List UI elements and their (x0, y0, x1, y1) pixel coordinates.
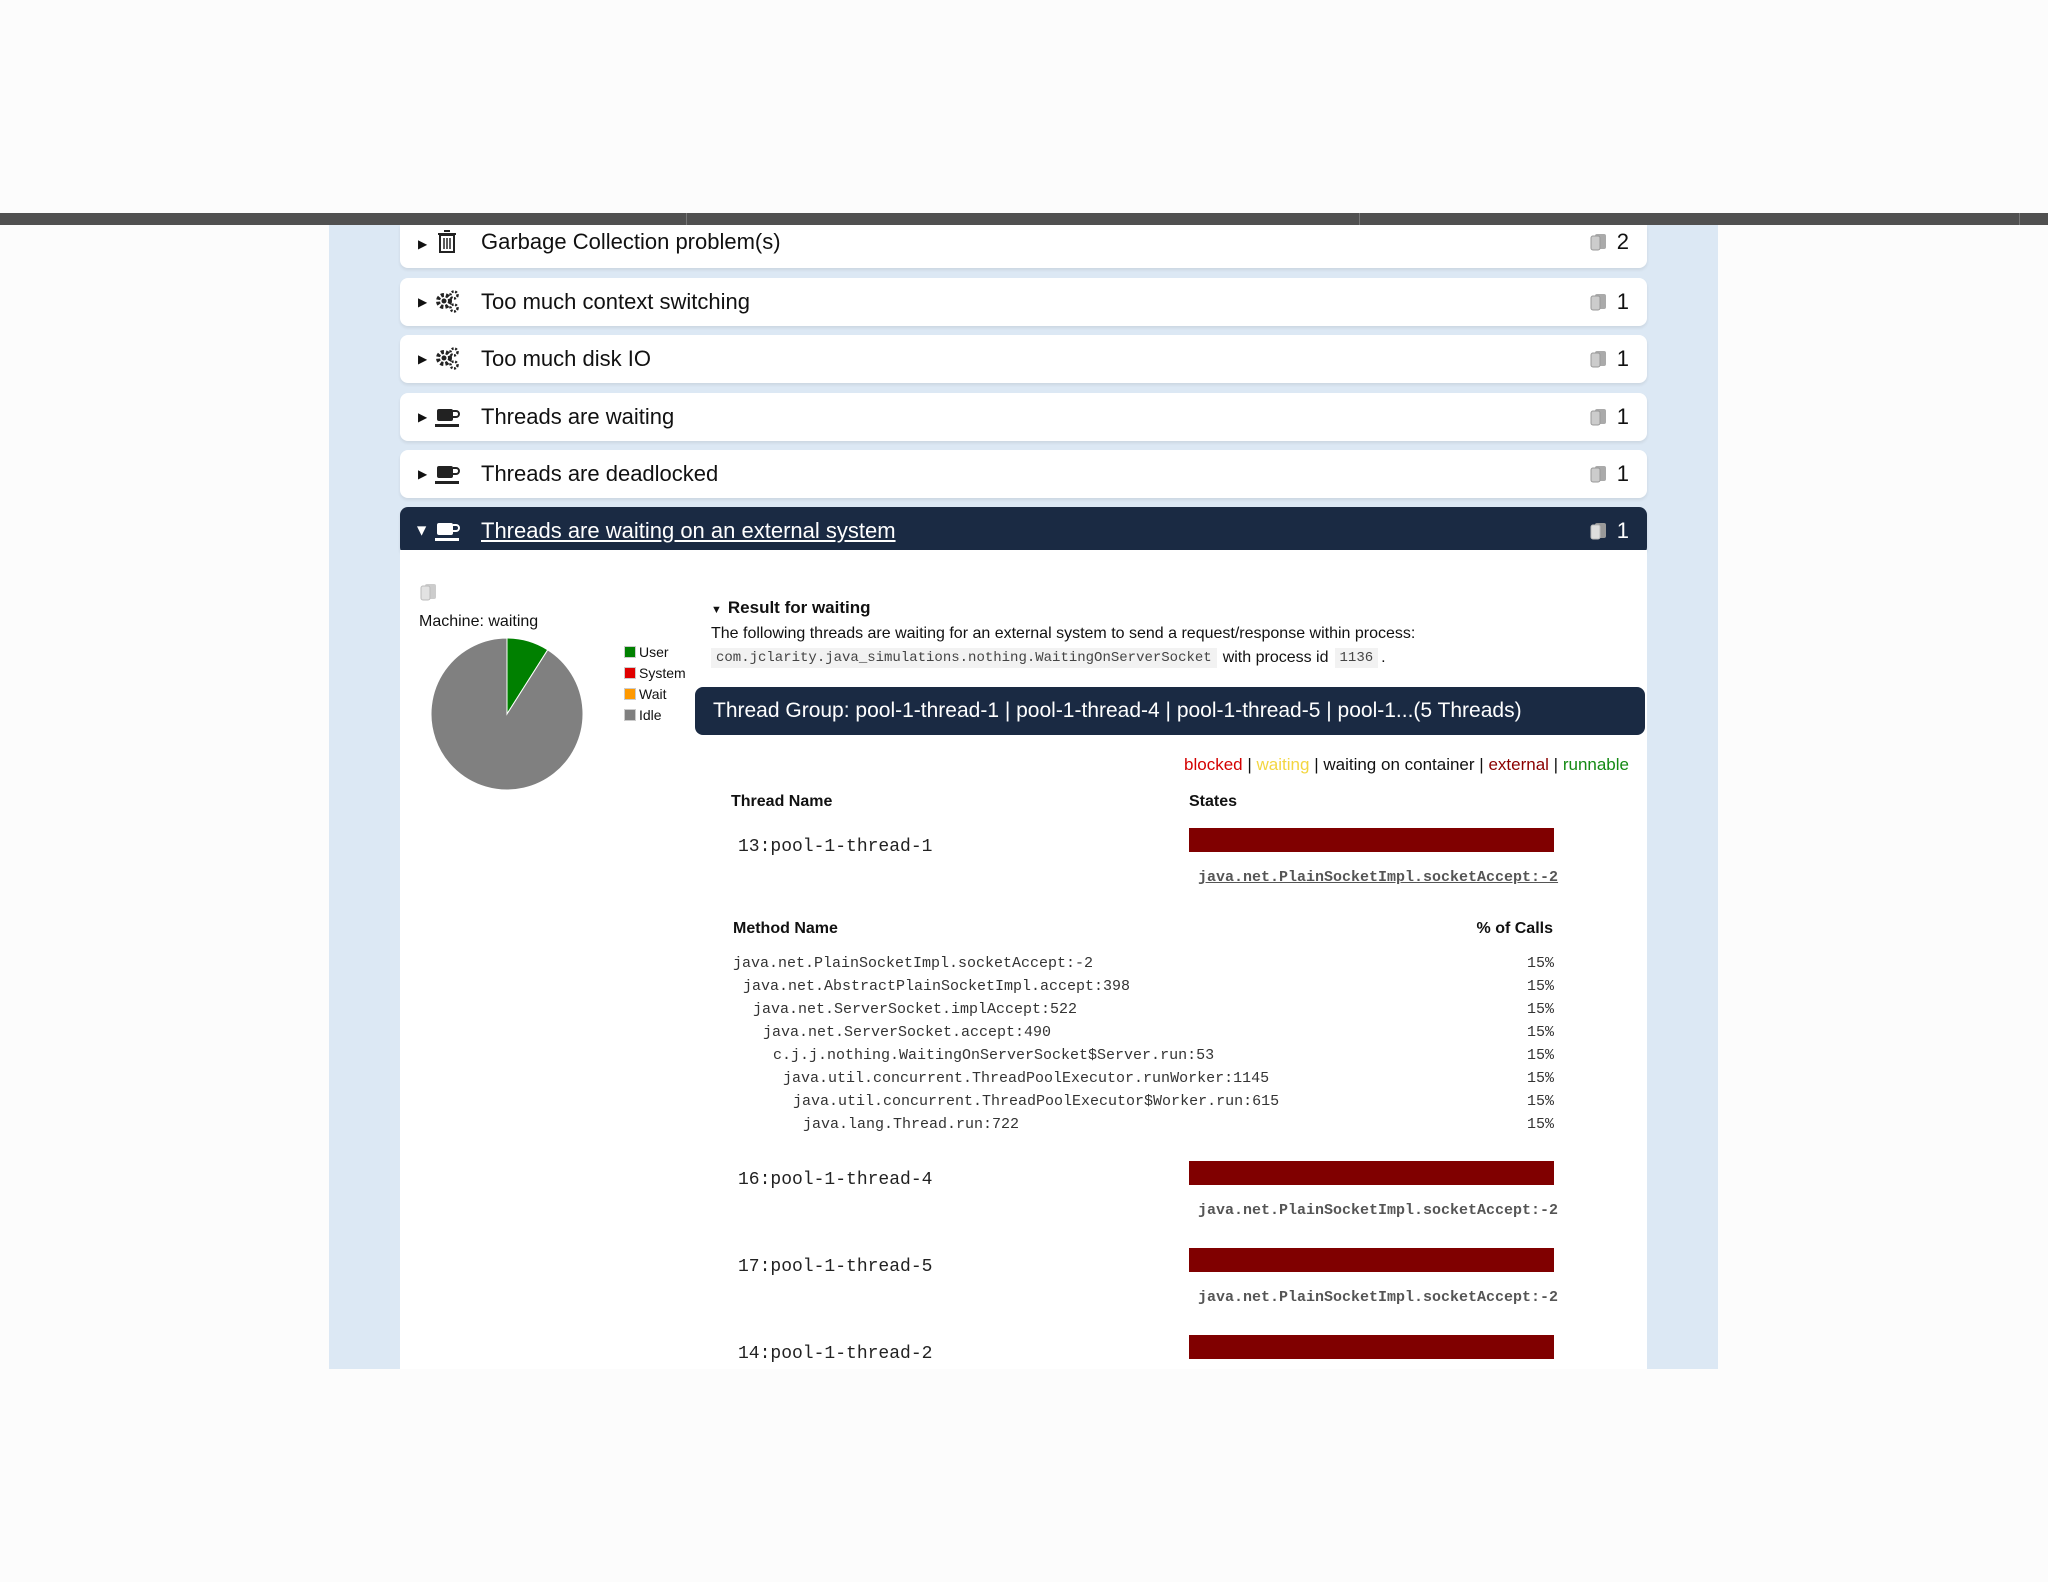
thread-state-bar[interactable] (1189, 1335, 1554, 1359)
method-percent: 15% (1526, 1070, 1554, 1087)
gears-icon (434, 346, 460, 372)
problem-row-context-switching[interactable] (400, 278, 1647, 326)
state-external: external (1488, 755, 1549, 774)
tab-divider (686, 213, 687, 225)
problem-count: 1 (1616, 346, 1629, 371)
separator: | (1553, 755, 1559, 774)
method-row[interactable] (733, 955, 1554, 978)
problem-label[interactable]: Too much disk IO (481, 346, 651, 371)
state-waiting-on-container: waiting on container (1323, 755, 1475, 774)
problem-label[interactable]: Threads are waiting (481, 404, 675, 429)
gears-icon (434, 289, 460, 315)
method-percent: 15% (1526, 1116, 1554, 1133)
separator: | (1247, 755, 1252, 774)
method-percent: 15% (1526, 1001, 1554, 1018)
method-name: java.net.PlainSocketImpl.socketAccept:-2 (733, 955, 1094, 972)
method-name-header: Method Name (733, 920, 838, 937)
thread-group-header[interactable]: Thread Group: pool-1-thread-1 | pool-1-thread-4 | pool-1-thread-5 | pool-1...(5 Threads) (695, 687, 1645, 735)
method-name: java.net.ServerSocket.accept:490 (763, 1024, 1052, 1041)
problem-row-external-system[interactable] (400, 507, 1647, 555)
stack-icon (1589, 522, 1607, 540)
method-row[interactable] (733, 1024, 1554, 1047)
method-name: java.net.AbstractPlainSocketImpl.accept:398 (743, 978, 1131, 995)
top-frame-link[interactable]: java.net.PlainSocketImpl.socketAccept:-2 (1198, 1202, 1559, 1219)
thread-state-bar[interactable] (1189, 828, 1554, 852)
process-info (711, 648, 1386, 668)
result-heading[interactable] (711, 598, 871, 618)
legend-label: Idle (639, 706, 662, 723)
separator: | (1479, 755, 1484, 774)
cup-icon (434, 404, 460, 430)
method-row[interactable] (733, 1001, 1554, 1024)
pie-slice-idle (431, 638, 583, 790)
method-percent: 15% (1526, 1047, 1554, 1064)
report-content (400, 225, 1647, 1369)
problem-count: 1 (1616, 404, 1629, 429)
process-id: 1136 (1335, 648, 1379, 668)
thread-name[interactable]: 13:pool-1-thread-1 (738, 837, 933, 857)
trash-icon (434, 229, 460, 255)
stack-icon (1589, 293, 1607, 311)
method-percent: 15% (1526, 1024, 1554, 1041)
method-row[interactable] (733, 1047, 1554, 1070)
method-row[interactable] (733, 1070, 1554, 1093)
problem-row-threads-waiting[interactable] (400, 393, 1647, 441)
pid-suffix: . (1381, 649, 1386, 666)
thread-name[interactable]: 16:pool-1-thread-4 (738, 1170, 933, 1190)
problem-label[interactable]: Threads are deadlocked (481, 461, 719, 486)
method-row[interactable] (733, 978, 1554, 1001)
problem-count: 1 (1616, 461, 1629, 486)
collapsed-arrow-icon[interactable]: ▶ (418, 410, 428, 424)
problem-row-gc[interactable] (400, 225, 1647, 268)
percent-calls-header: % of Calls (1476, 920, 1553, 937)
problem-label[interactable]: Threads are waiting on an external system (481, 518, 896, 543)
problem-row-threads-deadlocked[interactable] (400, 450, 1647, 498)
problem-label[interactable]: Garbage Collection problem(s) (481, 229, 781, 254)
method-name: java.net.ServerSocket.implAccept:522 (753, 1001, 1078, 1018)
legend-wait (624, 683, 686, 704)
browser-tab-strip (0, 213, 2048, 225)
states-header: States (1189, 793, 1238, 810)
legend-swatch (624, 688, 636, 700)
pie-legend (624, 641, 686, 725)
collapsed-arrow-icon[interactable]: ▶ (418, 237, 428, 251)
expanded-arrow-icon[interactable]: ▼ (711, 604, 722, 616)
problem-count: 1 (1616, 518, 1629, 543)
thread-state-bar[interactable] (1189, 1161, 1554, 1185)
problem-count: 2 (1616, 229, 1629, 254)
problem-count: 1 (1616, 289, 1629, 314)
method-name: java.util.concurrent.ThreadPoolExecutor$Worker.run:615 (793, 1093, 1280, 1110)
method-percent: 15% (1526, 978, 1554, 995)
state-legend (1184, 755, 1629, 775)
cup-icon (434, 461, 460, 487)
result-description: The following threads are waiting for an external system to send a request/response within process: (711, 625, 1416, 642)
legend-idle (624, 704, 686, 725)
method-percent: 15% (1526, 1093, 1554, 1110)
process-name: com.jclarity.java_simulations.nothing.WaitingOnServerSocket (711, 648, 1217, 668)
legend-user (624, 641, 686, 662)
cup-icon (434, 518, 460, 544)
stack-icon (419, 583, 437, 601)
thread-name[interactable]: 14:pool-1-thread-2 (738, 1344, 933, 1364)
machine-label: Machine: waiting (419, 613, 539, 630)
method-name: java.lang.Thread.run:722 (803, 1116, 1020, 1133)
legend-swatch (624, 667, 636, 679)
legend-label: User (639, 643, 669, 660)
method-name: java.util.concurrent.ThreadPoolExecutor.runWorker:1145 (783, 1070, 1270, 1087)
machine-pie-chart (429, 636, 585, 792)
state-runnable: runnable (1562, 755, 1629, 774)
method-percent: 15% (1526, 955, 1554, 972)
thread-name-header: Thread Name (731, 793, 833, 810)
top-frame-link[interactable]: java.net.PlainSocketImpl.socketAccept:-2 (1198, 869, 1559, 886)
stack-icon (1589, 408, 1607, 426)
thread-state-bar[interactable] (1189, 1248, 1554, 1272)
legend-system (624, 662, 686, 683)
problem-row-disk-io[interactable] (400, 335, 1647, 383)
legend-label: Wait (639, 685, 667, 702)
method-row[interactable] (733, 1093, 1554, 1116)
separator: | (1314, 755, 1319, 774)
legend-swatch (624, 709, 636, 721)
stack-icon (1589, 233, 1607, 251)
report-frame (329, 225, 1718, 1369)
state-blocked: blocked (1184, 755, 1243, 774)
tab-divider (2019, 213, 2020, 225)
method-name: c.j.j.nothing.WaitingOnServerSocket$Server.run:53 (773, 1047, 1215, 1064)
collapsed-arrow-icon[interactable]: ▶ (418, 352, 428, 366)
method-row[interactable] (733, 1116, 1554, 1139)
legend-label: System (639, 664, 686, 681)
result-title: Result for waiting (727, 598, 871, 617)
top-frame-link[interactable]: java.net.PlainSocketImpl.socketAccept:-2 (1198, 1289, 1559, 1306)
thread-name[interactable]: 17:pool-1-thread-5 (738, 1257, 933, 1277)
state-waiting: waiting (1256, 755, 1310, 774)
pid-prefix: with process id (1222, 649, 1329, 666)
tab-divider (1359, 213, 1360, 225)
collapsed-arrow-icon[interactable]: ▶ (418, 467, 428, 481)
collapsed-arrow-icon[interactable]: ▶ (418, 295, 428, 309)
legend-swatch (624, 646, 636, 658)
problem-label[interactable]: Too much context switching (481, 289, 751, 314)
stack-icon (1589, 465, 1607, 483)
expanded-arrow-icon[interactable]: ▶ (415, 526, 430, 536)
stack-icon (1589, 350, 1607, 368)
